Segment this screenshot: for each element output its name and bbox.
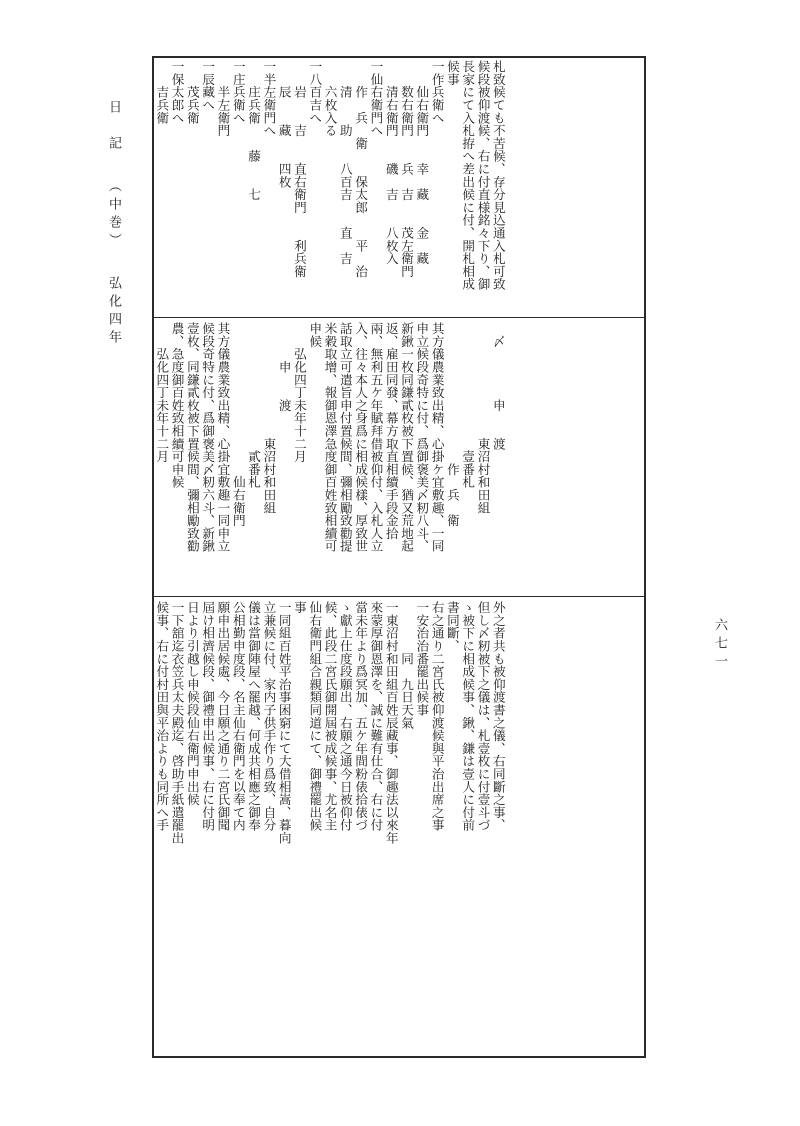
text-column: 候事: [444, 60, 460, 86]
text-column: 貳番札: [246, 322, 262, 489]
text-column: 清右衛門 磯 吉 八枚入: [383, 60, 399, 265]
text-column: 書同斷、: [444, 601, 460, 653]
text-column: 弘化四丁未年十二月: [291, 322, 307, 463]
text-column: 一下舘迄衣笠兵太夫殿迄、啓助手紙遣罷出: [169, 601, 185, 845]
text-column: 長家にて入札拵へ差出候に付、開札相成: [460, 60, 476, 291]
text-column: 〆 申 渡: [490, 322, 506, 450]
text-column: 一作兵衛へ: [429, 60, 445, 124]
text-column: 返、雇田同發、幕方取直相續手段金拾: [383, 322, 399, 540]
text-column: 一安治治番罷出候事: [414, 601, 430, 717]
text-column: 一庄兵衛へ: [230, 60, 246, 124]
text-column: 候段奇特に付、爲御褒美〆籾六斗、新鍬: [200, 322, 216, 553]
text-column: 壹番札: [460, 322, 476, 489]
text-column: 一八百吉へ: [307, 60, 323, 124]
running-header: [104, 100, 123, 364]
text-column: 壹枚、同鎌貳枚被下置候間、彌相勵致勸: [184, 322, 200, 553]
text-column: 弘化四丁未年十二月: [154, 322, 170, 463]
text-column: 六枚入る: [322, 60, 338, 137]
text-column: 数右衛門 兵 吉 茂左衛門: [399, 60, 415, 278]
text-column: ゝ獻上仕度段願出、右願之通今日被仰付: [337, 601, 353, 832]
text-section-middle: [154, 322, 644, 594]
section-divider-bottom: [154, 596, 644, 597]
text-column: 申候: [307, 322, 323, 348]
section-divider-top: [154, 317, 644, 318]
text-column: 一同組百姓平治事困窮にて大借相嵩、暮向: [276, 601, 292, 845]
text-column: 日より引越し申候段仙右衛門申出候: [184, 601, 200, 806]
text-column: 候、此段二宮氏御開屆被成候事、尤名主: [322, 601, 338, 832]
header-book-title: 日 記: [106, 100, 121, 154]
text-column: 清 助 八百吉 直 吉: [337, 60, 353, 265]
text-column: 入、往々本人之身爲に相成候樣、厚致世: [353, 322, 369, 553]
vertical-text-block: [154, 601, 506, 1055]
text-column: 當未年より爲冥加、五ケ年間粉俵拾俵づ: [353, 601, 369, 832]
page-number: 六七一: [712, 618, 727, 672]
text-column: 作 兵 衛: [444, 322, 460, 527]
text-section-bottom: [154, 601, 644, 1055]
text-column: 一半左衛門へ: [261, 60, 277, 137]
text-column: 札致候ても不苦候、存分見込通入札可致: [490, 60, 506, 291]
text-column: 岩 吉 直右衛門 利兵衛: [291, 60, 307, 278]
text-column: 作 兵 衛 保太郎 平 治: [353, 60, 369, 278]
text-column: 一東沼村和田組百姓辰藏事、御趣法以來年: [383, 601, 399, 845]
text-column: 其方儀農業致出精、心掛ケ宜敷趣、一同: [429, 322, 445, 553]
text-column: 東沼村和田組: [261, 322, 277, 514]
text-column: 申 渡: [276, 322, 292, 412]
text-column: 願申出居候處、今日願之通り二宮氏御聞: [215, 601, 231, 832]
text-column: 屆け相濟候段、御禮申出候事、右に付明: [200, 601, 216, 832]
text-column: 農、急度御百姓致相續可申候: [169, 322, 185, 489]
text-column: 話取立可遣旨申付置候間、彌相勵致勸提: [337, 322, 353, 553]
vertical-text-block: [154, 60, 506, 315]
text-column: 右之通り二宮氏被仰渡候與平治出席之事: [429, 601, 445, 832]
text-column: 事: [291, 601, 307, 614]
text-column: 來蒙厚御恩澤を、誠に難有仕合、右に付: [368, 601, 384, 832]
text-column: 候事、右に付村田與平治よりも同所へ手: [154, 601, 170, 832]
text-column: 仙右衛門 幸 藏 金 藏: [414, 60, 430, 265]
text-column: 外之者共も被仰渡書之儀、右同斷之事、: [490, 601, 506, 832]
text-column: 一保太郎へ: [169, 60, 185, 124]
text-section-top: [154, 60, 644, 315]
text-column: 半左衛門: [215, 60, 231, 137]
text-column: 庄兵衛 藤 七: [246, 60, 262, 201]
text-column: 一辰藏へ: [200, 60, 216, 112]
header-era: 弘化四年: [106, 276, 121, 349]
text-column: 申立候段奇特に付、爲御褒美〆籾八斗、: [414, 322, 430, 553]
text-column: 辰 藏 四枚: [276, 60, 292, 188]
text-column: 一仙右衛門へ: [368, 60, 384, 137]
text-column: ゝ被下に相成候事、鍬、鎌は壹人に付前: [460, 601, 476, 832]
text-column: 米穀取增、報御恩澤急度御百姓致相續可: [322, 322, 338, 553]
text-column: 立兼候に付、家内子供手作り爲致、自分: [261, 601, 277, 832]
text-column: 仙右衛門: [230, 322, 246, 527]
text-column: 公相勤申度段、名主仙右衛門を以奉て内: [230, 601, 246, 832]
text-column: 東沼村和田組: [475, 322, 491, 514]
text-column: 候段被仰渡候、右に付直様銘々下り、御: [475, 60, 491, 291]
text-column: 仙右衛門組合親類同道にて、御禮罷出候: [307, 601, 323, 832]
text-column: 同 九日天氣: [399, 601, 415, 729]
header-volume: （中巻）: [106, 179, 121, 252]
vertical-text-block: [154, 322, 506, 594]
text-column: 兩、無利五ケ年賦拜借被仰付、入札人立: [368, 322, 384, 553]
text-column: 吉兵衛: [154, 60, 170, 124]
text-column: 茂兵衛: [184, 60, 200, 124]
text-column: 其方儀農業致出精、心掛宜敷趣一同申立: [215, 322, 231, 553]
text-column: 儀は當御陣屋へ罷越、何成共相應之御奉: [246, 601, 262, 832]
text-column: 但し〆籾被下之儀は、札壹枚に付壹斗づ: [475, 601, 491, 832]
text-column: 新鍬一枚同鎌貳枚被下置候、猶又荒地起: [399, 322, 415, 553]
